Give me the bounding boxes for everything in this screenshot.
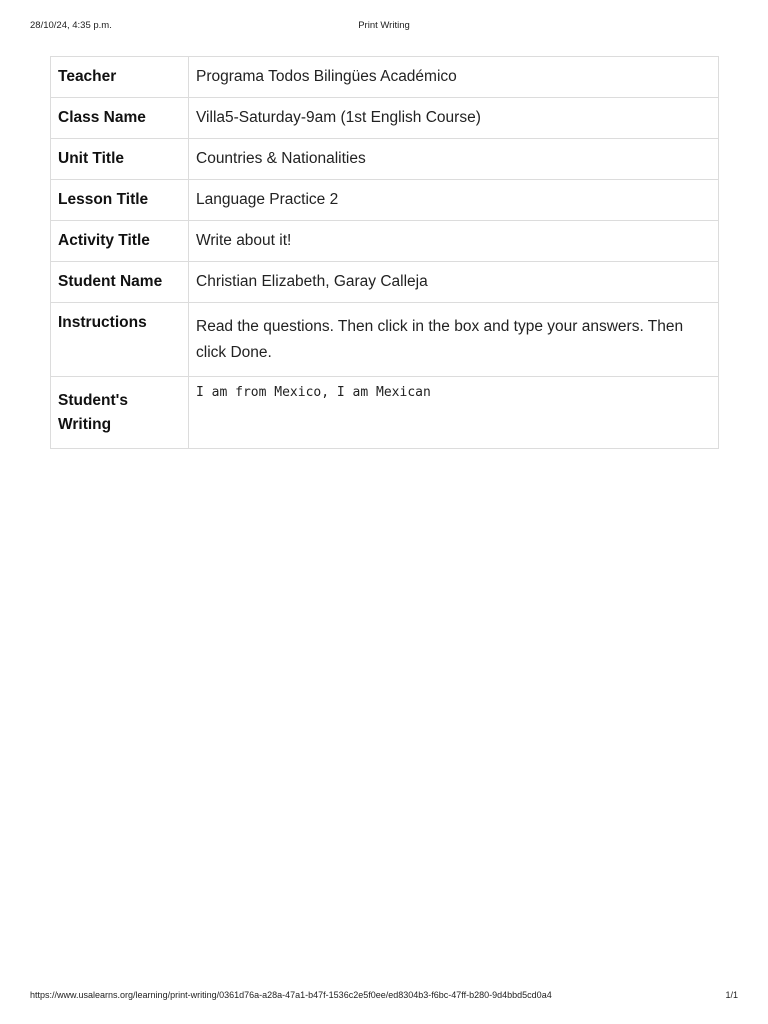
row-label: Teacher <box>51 57 189 98</box>
page-url: https://www.usalearns.org/learning/print-writing/0361d76a-a28a-47a1-b47f-1536c2e5f0ee/ed8304b3-f6bc-47ff-b280-9d4bbd5cd0a4 <box>30 990 552 1000</box>
table-row-class-name <box>51 98 719 139</box>
table-row-activity-title <box>51 221 719 262</box>
table-row-lesson-title <box>51 180 719 221</box>
row-value: Write about it! <box>189 221 719 262</box>
row-label: Student's Writing <box>51 377 189 449</box>
print-header <box>30 20 738 34</box>
row-value: Read the questions. Then click in the box and type your answers. Then click Done. <box>189 303 719 377</box>
row-value: Countries & Nationalities <box>189 139 719 180</box>
page-number: 1/1 <box>725 990 738 1000</box>
row-value: Programa Todos Bilingües Académico <box>189 57 719 98</box>
writing-info-table <box>50 56 719 449</box>
table-row-student-name <box>51 262 719 303</box>
row-label: Class Name <box>51 98 189 139</box>
table-row-teacher <box>51 57 719 98</box>
table-row-instructions <box>51 303 719 377</box>
print-title: Print Writing <box>358 20 410 31</box>
print-date: 28/10/24, 4:35 p.m. <box>30 20 112 31</box>
row-label: Lesson Title <box>51 180 189 221</box>
row-label: Instructions <box>51 303 189 377</box>
student-writing-text: I am from Mexico, I am Mexican <box>189 377 719 449</box>
row-label: Activity Title <box>51 221 189 262</box>
row-label: Student Name <box>51 262 189 303</box>
row-label: Unit Title <box>51 139 189 180</box>
row-value: Language Practice 2 <box>189 180 719 221</box>
print-footer <box>30 990 738 1004</box>
row-value: Christian Elizabeth, Garay Calleja <box>189 262 719 303</box>
table-row-unit-title <box>51 139 719 180</box>
row-value: Villa5-Saturday-9am (1st English Course) <box>189 98 719 139</box>
table-row-student-writing <box>51 377 719 449</box>
